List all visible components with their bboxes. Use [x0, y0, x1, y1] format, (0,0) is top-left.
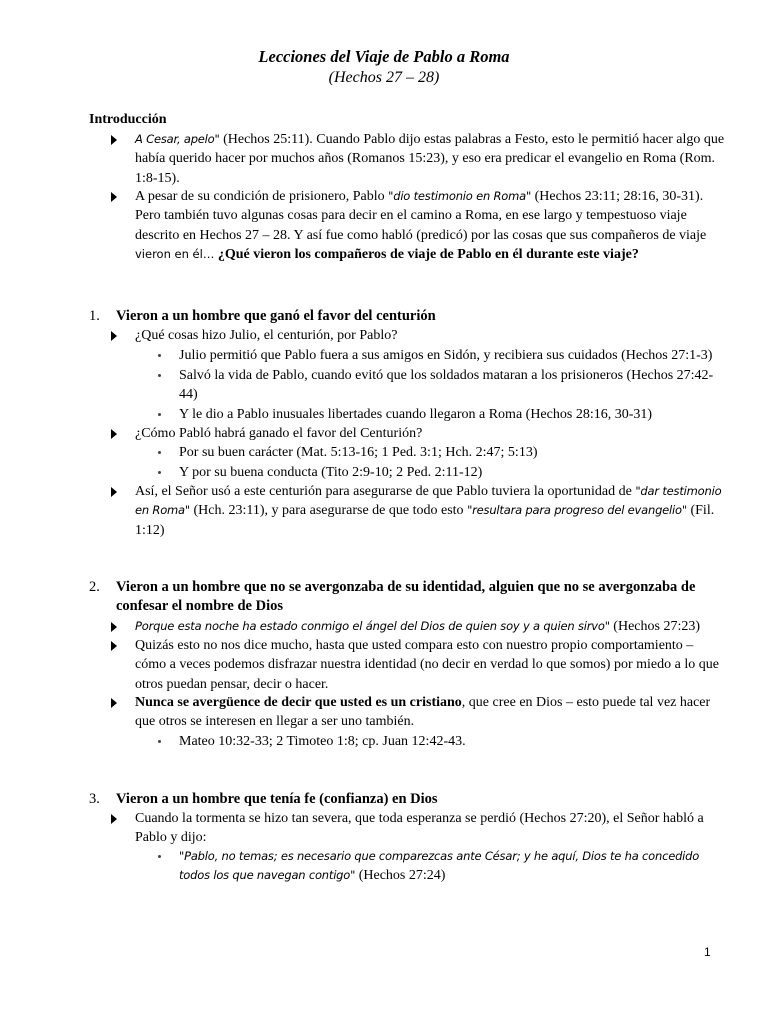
s3-item-1 [135, 809, 725, 848]
intro-heading: Introducción [89, 112, 167, 127]
arrow-bullet-icon [111, 135, 117, 145]
s1-item-1 [135, 326, 725, 345]
arrow-bullet-icon [111, 698, 117, 708]
body-text: ¿Qué cosas hizo Julio, el centurión, por Pablo? [135, 328, 398, 343]
body-text: Y le dio a Pablo inusuales libertades cuando llegaron a Roma (Hechos 28:16, 30-31) [179, 407, 653, 422]
quote-text: A Cesar, apelo" [135, 132, 220, 146]
s1-sub-5 [179, 463, 714, 482]
arrow-bullet-icon [111, 814, 117, 824]
arrow-bullet-icon [111, 641, 117, 651]
body-text: Mateo 10:32-33; 2 Timoteo 1:8; cp. Juan 12:42-43. [179, 734, 466, 749]
body-text: Cuando la tormenta se hizo tan severa, que toda esperanza se perdió (Hechos 27:20), el Señor habló a Pablo y dijo: [135, 811, 704, 846]
dot-bullet-icon [158, 855, 161, 858]
section-title: Vieron a un hombre que no se avergonzaba de su identidad, alguien que no se avergonzaba de confesar el nombre de Dios [116, 579, 696, 614]
dot-bullet-icon [158, 471, 161, 474]
page-number: 1 [704, 945, 711, 959]
body-text: , que cree en Dios – esto puede tal vez hacer que otros se interesen en llegar a ser uno también. [135, 695, 711, 730]
body-text: (Hechos 27:24) [355, 868, 446, 884]
document-subtitle: (Hechos 27 – 28) [328, 69, 440, 86]
arrow-bullet-icon [111, 331, 117, 341]
arrow-bullet-icon [111, 429, 117, 439]
section-number: 1. [89, 308, 100, 324]
section-1-heading [89, 307, 729, 326]
body-text: (Hch. 23:11), y para asegurarse de que todo esto [190, 503, 468, 519]
body-text: (Hechos 25:11). Cuando Pablo dijo estas palabras a Festo, esto le permitió hacer algo que había querido hacer por muchos años (Romanos 15:23), y eso era predicar el evangelio en Roma (Rom. 1:8-15). [135, 132, 725, 186]
arrow-bullet-icon [111, 192, 117, 202]
s1-item-3 [135, 482, 725, 540]
section-3-heading [89, 790, 729, 809]
quote-text: "dar testimonio en Roma" [135, 484, 722, 518]
body-text: Julio permitió que Pablo fuera a sus amigos en Sidón, y recibiera sus cuidados (Hechos 27:1-3) [179, 348, 713, 363]
s2-item-1 [135, 617, 725, 636]
body-text: Así, el Señor usó a este centurión para asegurarse de que Pablo tuviera la oportunidad de [135, 484, 636, 499]
bold-statement: Nunca se avergüence de decir que usted es un cristiano [135, 695, 462, 710]
quote-text: "dio testimonio en Roma" [388, 189, 532, 203]
dot-bullet-icon [158, 374, 161, 377]
section-number: 3. [89, 791, 100, 807]
body-text: Por su buen carácter (Mat. 5:13-16; 1 Ped. 3:1; Hch. 2:47; 5:13) [179, 445, 538, 460]
s1-sub-3 [179, 405, 714, 424]
quote-text: "Pablo, no temas; es necesario que comparezcas ante César; y he aquí, Dios te ha concedido todos los que navegan contigo" [179, 849, 700, 883]
arrow-bullet-icon [111, 487, 117, 497]
body-text: Y por su buena conducta (Tito 2:9-10; 2 Ped. 2:11-12) [179, 465, 483, 480]
dot-bullet-icon [158, 451, 161, 454]
dot-bullet-icon [158, 413, 161, 416]
dot-bullet-icon [158, 740, 161, 743]
section-number: 2. [89, 579, 100, 595]
s2-sub-1 [179, 732, 714, 751]
body-text: (Hechos 23:11; 28:16, 30-31). Pero también tuvo algunas cosas para decir en el camino a Roma, en ese largo y tempestuoso viaje descrito en Hechos 27 – 28. Y así fue como habló (predicó) por las cosas que sus compañeros de viaje [135, 189, 707, 243]
s1-sub-2 [179, 366, 714, 405]
intro-item-1 [135, 130, 725, 188]
body-text: (Hechos 27:23) [609, 619, 700, 634]
body-text: Salvó la vida de Pablo, cuando evitó que los soldados mataran a los prisioneros (Hechos 27:42-44) [179, 368, 714, 403]
arrow-bullet-icon [111, 622, 117, 632]
section-title: Vieron a un hombre que tenía fe (confianza) en Dios [116, 791, 438, 807]
document-title: Lecciones del Viaje de Pablo a Roma [258, 47, 510, 66]
bold-question: ¿Qué vieron los compañeros de viaje de Pablo en él durante este viaje? [214, 246, 639, 262]
s1-sub-1 [179, 346, 714, 365]
quote-text: Porque esta noche ha estado conmigo el ángel del Dios de quien soy y a quien sirvo" [135, 619, 610, 633]
body-text: A pesar de su condición de prisionero, Pablo [135, 189, 389, 204]
section-title: Vieron a un hombre que ganó el favor del centurión [116, 308, 436, 324]
s2-item-2 [135, 636, 725, 694]
quote-text: "resultara para progreso del evangelio" [467, 503, 687, 518]
dot-bullet-icon [158, 354, 161, 357]
body-text: Quizás esto no nos dice mucho, hasta que usted compara esto con nuestro propio comportamiento – cómo a veces podemos disfrazar nuestra identidad (no decir en verdad lo que somos) por miedo a lo que otros puedan pensar, decir o hacer. [135, 638, 719, 692]
section-2-heading [89, 578, 729, 616]
body-text: ¿Cómo Pabló habrá ganado el favor del Centurión? [135, 426, 423, 441]
s3-sub-1 [179, 847, 714, 886]
intro-item-2 [135, 187, 725, 264]
s2-item-3 [135, 693, 725, 732]
s1-sub-4 [179, 443, 714, 462]
body-text: vieron en él… [135, 246, 215, 261]
s1-item-2 [135, 424, 725, 443]
body-text: (Fil. 1:12) [135, 503, 715, 538]
